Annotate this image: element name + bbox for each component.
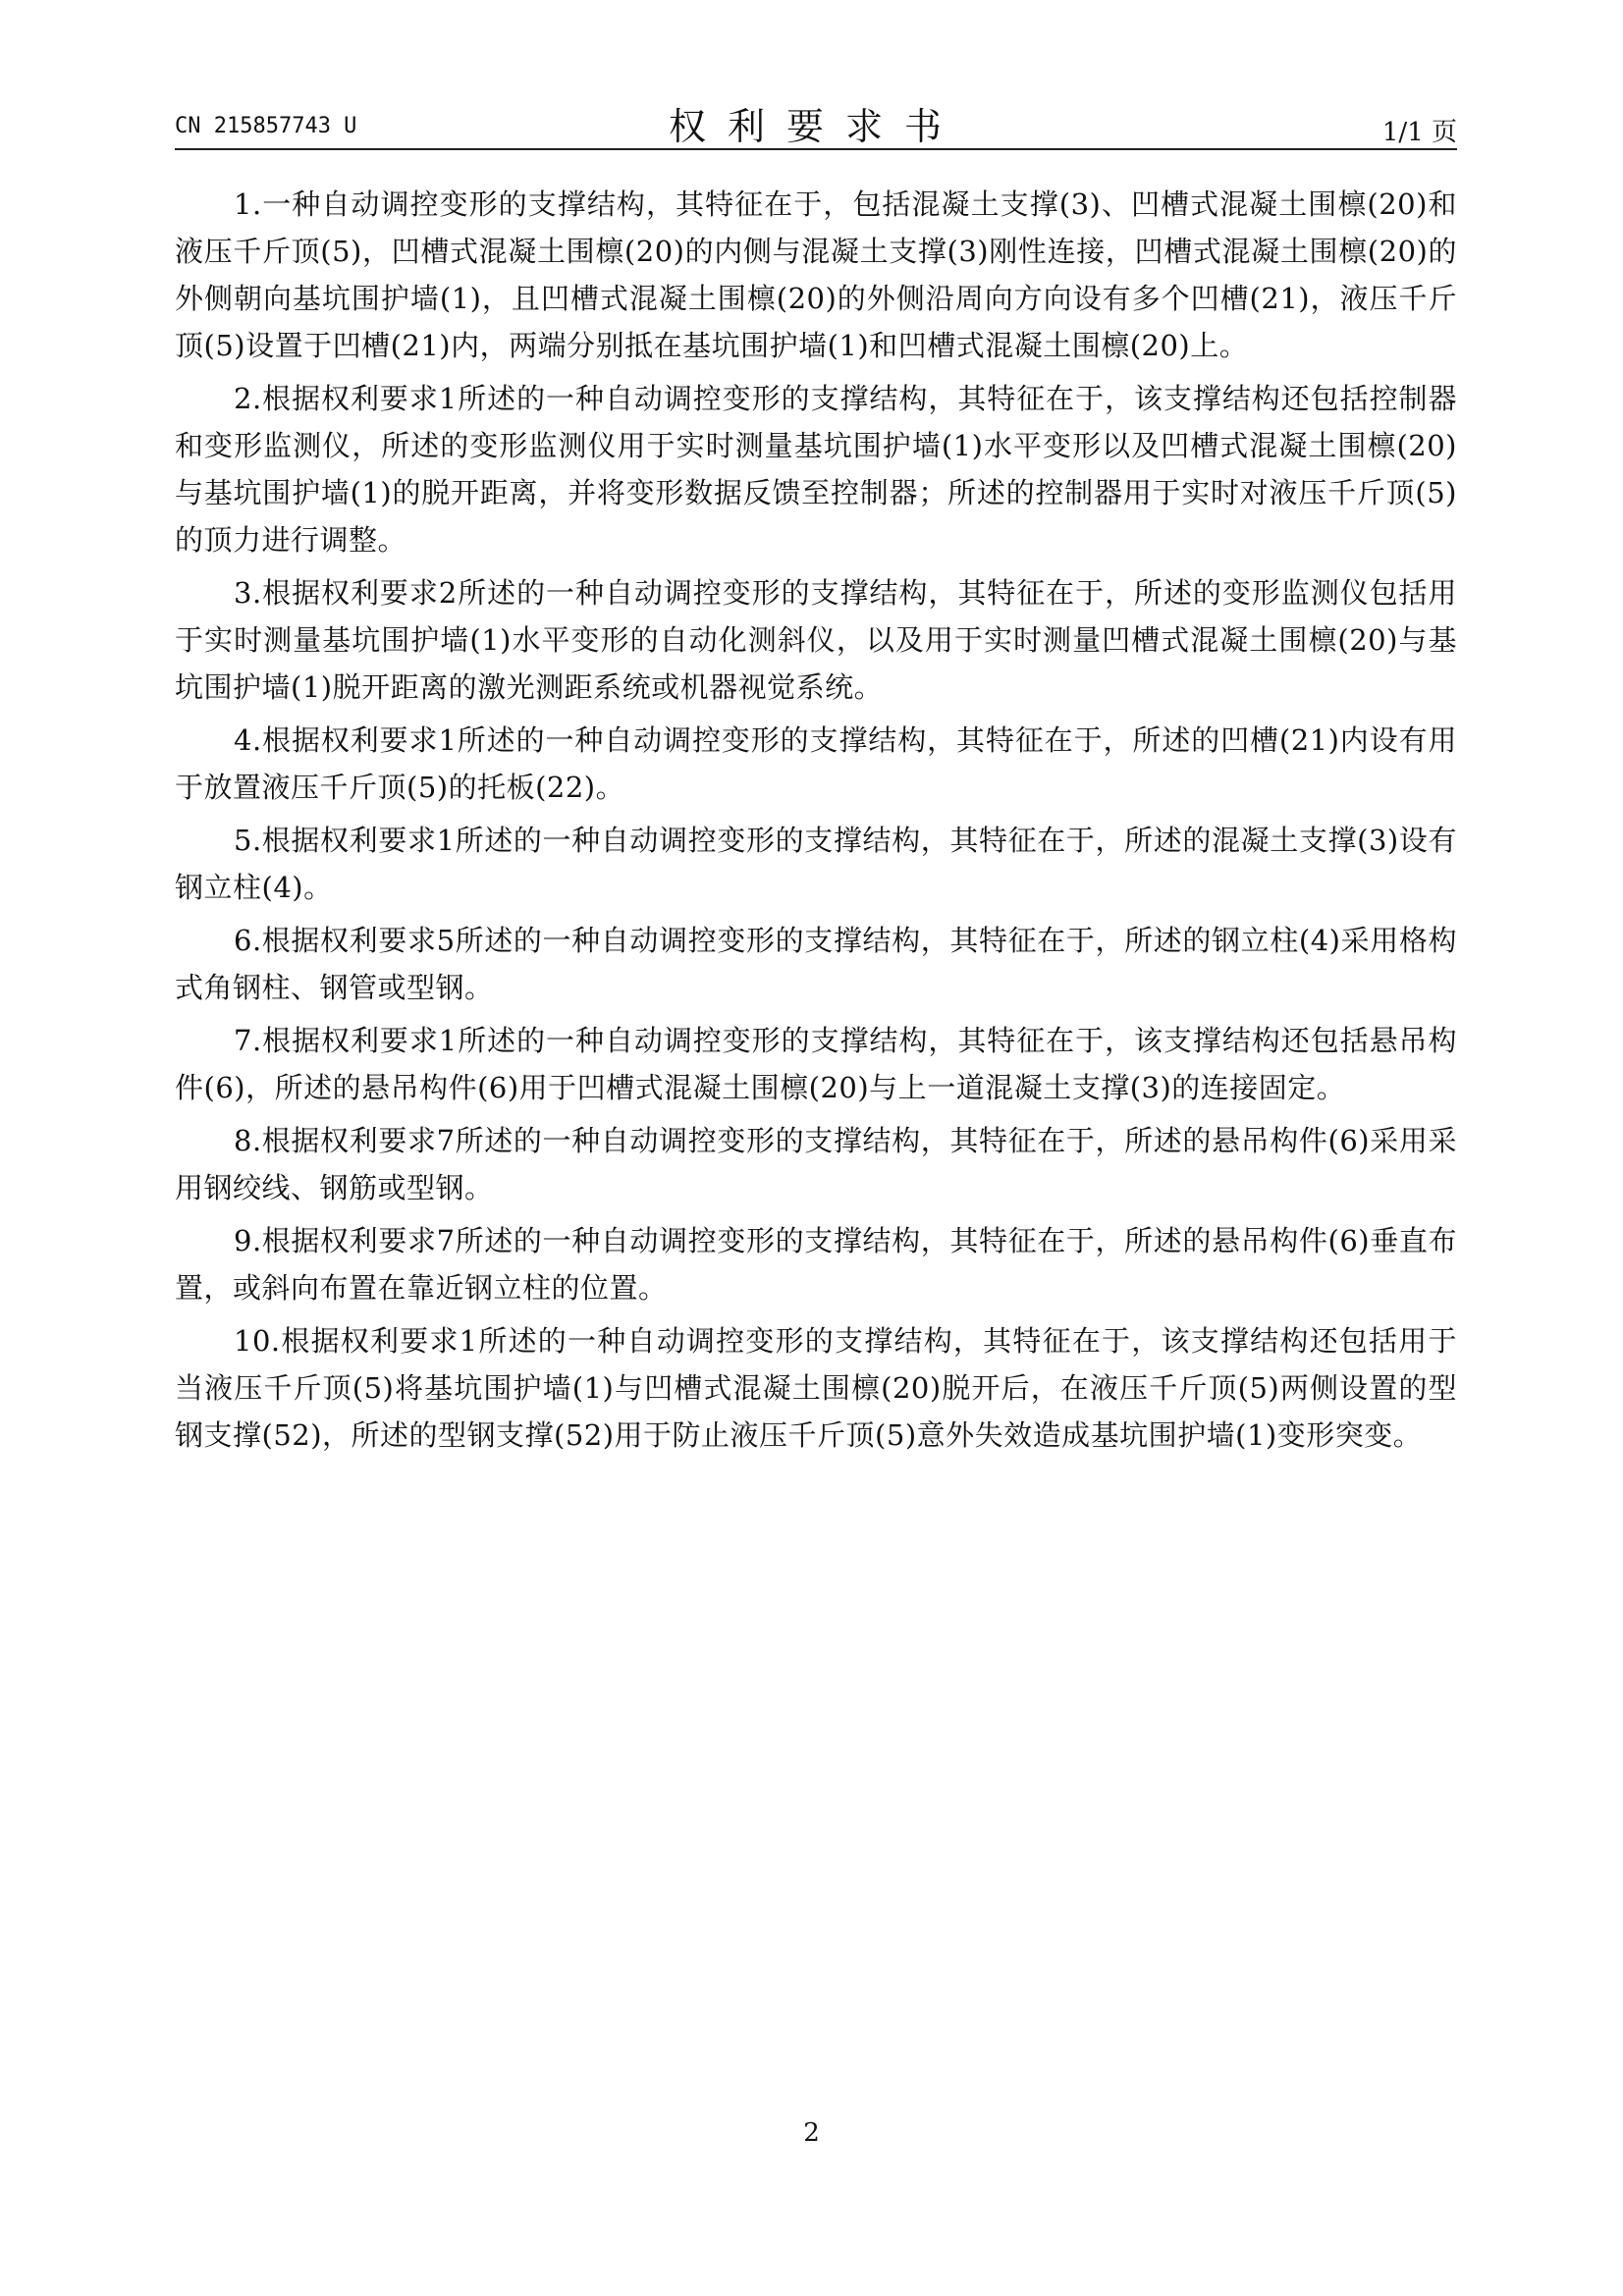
claim-10: 10.根据权利要求1所述的一种自动调控变形的支撑结构，其特征在于，该支撑结构还包括用于当液压千斤顶(5)将基坑围护墙(1)与凹槽式混凝土围檩(20)脱开后，在液压千斤顶(5)两侧设置的型钢支撑(52)，所述的型钢支撑(52)用于防止液压千斤顶(5)意外失效造成基坑围护墙(1)变形突变。 <box>175 1324 1457 1452</box>
claim-7: 7.根据权利要求1所述的一种自动调控变形的支撑结构，其特征在于，该支撑结构还包括悬吊构件(6)，所述的悬吊构件(6)用于凹槽式混凝土围檩(20)与上一道混凝土支撑(3)的连接固定。 <box>175 1024 1457 1104</box>
page-header <box>175 96 1457 155</box>
claim-5: 5.根据权利要求1所述的一种自动调控变形的支撑结构，其特征在于，所述的混凝土支撑(3)设有钢立柱(4)。 <box>175 824 1457 904</box>
page-number: 2 <box>803 2118 820 2148</box>
claim-9: 9.根据权利要求7所述的一种自动调控变形的支撑结构，其特征在于，所述的悬吊构件(6)垂直布置，或斜向布置在靠近钢立柱的位置。 <box>175 1224 1457 1305</box>
claim-4: 4.根据权利要求1所述的一种自动调控变形的支撑结构，其特征在于，所述的凹槽(21)内设有用于放置液压千斤顶(5)的托板(22)。 <box>175 723 1457 804</box>
claim-3: 3.根据权利要求2所述的一种自动调控变形的支撑结构，其特征在于，所述的变形监测仪包括用于实时测量基坑围护墙(1)水平变形的自动化测斜仪，以及用于实时测量凹槽式混凝土围檩(20)与基坑围护墙(1)脱开距离的激光测距系统或机器视觉系统。 <box>175 576 1457 704</box>
claim-8: 8.根据权利要求7所述的一种自动调控变形的支撑结构，其特征在于，所述的悬吊构件(6)采用采用钢绞线、钢筋或型钢。 <box>175 1124 1457 1204</box>
claim-6: 6.根据权利要求5所述的一种自动调控变形的支撑结构，其特征在于，所述的钢立柱(4)采用格构式角钢柱、钢管或型钢。 <box>175 924 1457 1004</box>
page-count: 1/1 页 <box>1381 118 1457 147</box>
document-title: 权利要求书 <box>668 105 963 148</box>
claim-1: 1.一种自动调控变形的支撑结构，其特征在于，包括混凝土支撑(3)、凹槽式混凝土围檩(20)和液压千斤顶(5)，凹槽式混凝土围檩(20)的内侧与混凝土支撑(3)刚性连接，凹槽式混凝土围檩(20)的外侧朝向基坑围护墙(1)，且凹槽式混凝土围檩(20)的外侧沿周向方向设有多个凹槽(21)，液压千斤顶(5)设置于凹槽(21)内，两端分别抵在基坑围护墙(1)和凹槽式混凝土围檩(20)上。 <box>175 187 1457 362</box>
claim-2: 2.根据权利要求1所述的一种自动调控变形的支撑结构，其特征在于，该支撑结构还包括控制器和变形监测仪，所述的变形监测仪用于实时测量基坑围护墙(1)水平变形以及凹槽式混凝土围檩(20)与基坑围护墙(1)的脱开距离，并将变形数据反馈至控制器；所述的控制器用于实时对液压千斤顶(5)的顶力进行调整。 <box>175 382 1457 557</box>
header-divider <box>175 148 1457 150</box>
claims-body <box>175 181 1457 1465</box>
document-id: CN 215857743 U <box>175 114 357 138</box>
